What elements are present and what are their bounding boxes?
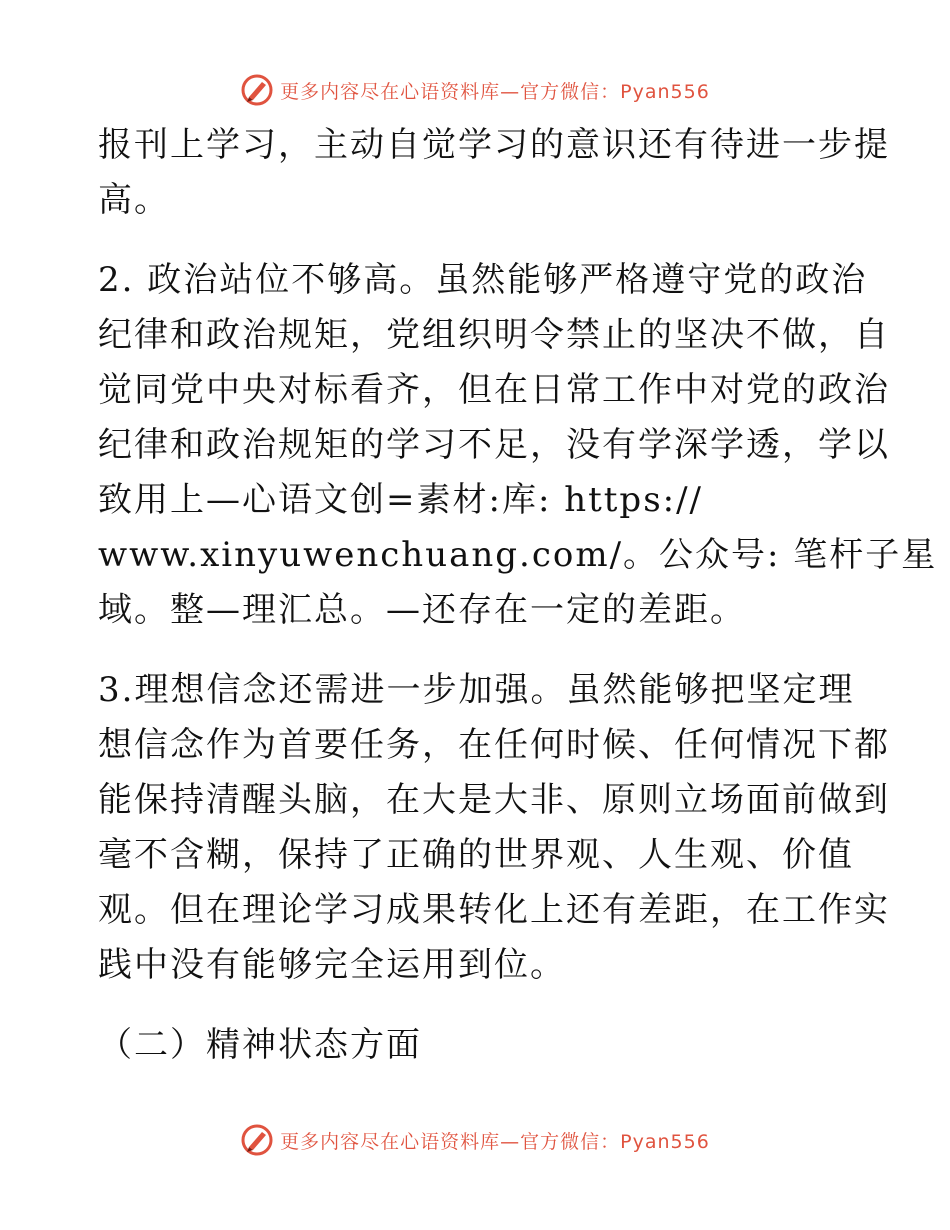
text-line: 纪律和政治规矩的学习不足，没有学深学透，学以 — [98, 425, 890, 465]
document-body — [98, 118, 938, 1073]
text-line: 2. 政治站位不够高。虽然能够严格遵守党的政治 — [98, 260, 868, 300]
text-line: 践中没有能够完全运用到位。 — [98, 945, 566, 985]
header-banner-text: 更多内容尽在心语资料库—官方微信：Pyan556 — [280, 80, 710, 103]
text-line: 观。但在理论学习成果转化上还有差距，在工作实 — [98, 890, 890, 930]
text-line: 域。整—理汇总。—还存在一定的差距。 — [98, 590, 746, 630]
text-line: 觉同党中央对标看齐，但在日常工作中对党的政治 — [98, 370, 890, 410]
text-line: 纪律和政治规矩，党组织明令禁止的坚决不做，自 — [98, 315, 890, 355]
text-line: 致用上—心语文创=素材:库: https:// — [98, 480, 704, 520]
text-line: 3.理想信念还需进一步加强。虽然能够把坚定理 — [98, 670, 855, 710]
text-line: www.xinyuwenchuang.com/。公众号: 笔杆子星 — [98, 535, 938, 575]
section-heading — [98, 1018, 850, 1073]
pen-logo-icon — [240, 1123, 274, 1157]
paragraph-3 — [98, 663, 890, 993]
text-line: 想信念作为首要任务，在任何时候、任何情况下都 — [98, 725, 890, 765]
footer-banner-text: 更多内容尽在心语资料库—官方微信：Pyan556 — [280, 1130, 710, 1153]
text-line: 高。 — [98, 180, 170, 220]
section-heading-text: （二）精神状态方面 — [98, 1025, 422, 1065]
text-line: 报刊上学习，主动自觉学习的意识还有待进一步提 — [98, 125, 890, 165]
header-banner — [0, 70, 950, 110]
text-line: 毫不含糊，保持了正确的世界观、人生观、价值 — [98, 835, 854, 875]
paragraph-2 — [98, 253, 938, 638]
pen-logo-icon — [240, 73, 274, 107]
footer-banner — [0, 1120, 950, 1160]
text-line: 能保持清醒头脑，在大是大非、原则立场面前做到 — [98, 780, 890, 820]
paragraph-1 — [98, 118, 890, 228]
